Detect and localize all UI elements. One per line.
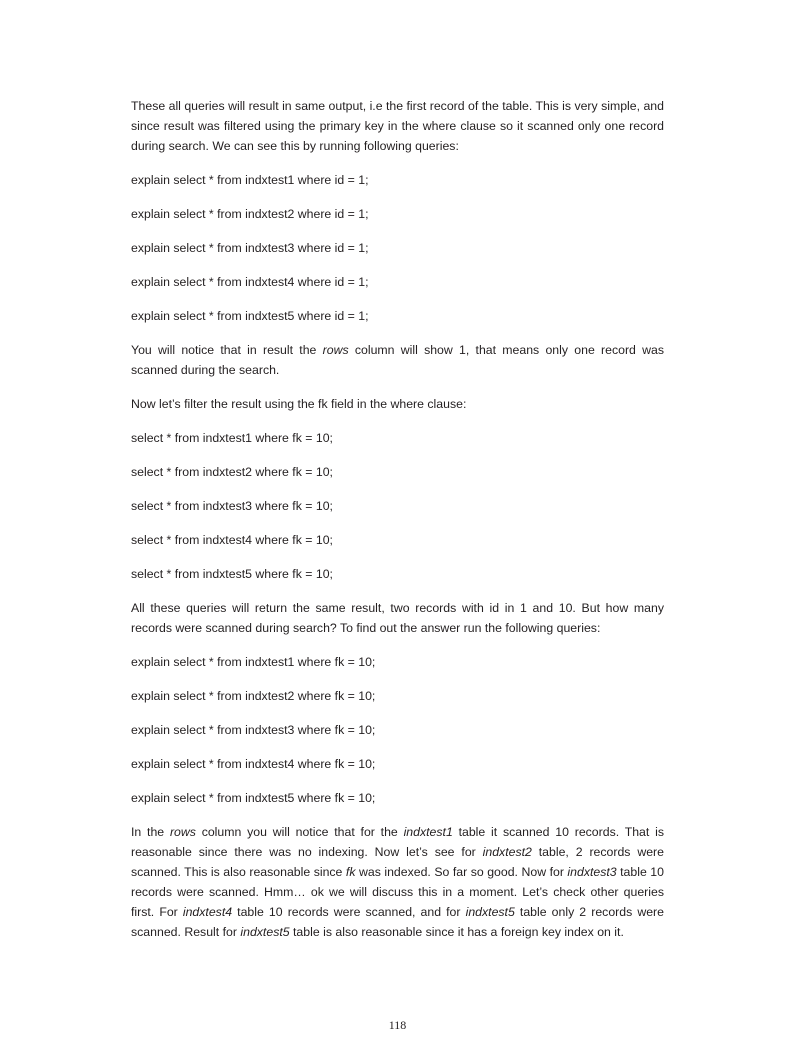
text-run: explain select * from indxtest1 where id = 1; — [131, 173, 369, 187]
text-run: explain select * from indxtest5 where fk = 10; — [131, 791, 376, 805]
emphasis-text: indxtest5 — [240, 925, 290, 939]
text-run: table only 2 records were scanned. Result for — [131, 905, 664, 939]
emphasis-text: rows — [322, 343, 349, 357]
code-line — [131, 496, 664, 516]
paragraph — [131, 96, 664, 156]
text-run: explain select * from indxtest1 where fk = 10; — [131, 655, 376, 669]
text-run: was indexed. So far so good. Now for — [355, 865, 568, 879]
text-run: explain select * from indxtest3 where id = 1; — [131, 241, 369, 255]
emphasis-text: indxtest2 — [482, 845, 532, 859]
page-body — [131, 96, 664, 956]
text-run: table it scanned 10 records. That is reasonable since there was no indexing. Now let’s see for — [131, 825, 664, 859]
text-run: All these queries will return the same result, two records with id in 1 and 10. But how many records were scanned during search? To find out the answer run the following queries: — [131, 601, 664, 635]
code-line — [131, 170, 664, 190]
code-line — [131, 238, 664, 258]
text-run: select * from indxtest1 where fk = 10; — [131, 431, 333, 445]
text-run: explain select * from indxtest2 where fk = 10; — [131, 689, 376, 703]
paragraph — [131, 394, 664, 414]
text-run: Now let’s filter the result using the fk field in the where clause: — [131, 397, 467, 411]
text-run: table is also reasonable since it has a foreign key index on it. — [289, 925, 624, 939]
text-run: explain select * from indxtest2 where id = 1; — [131, 207, 369, 221]
text-run: select * from indxtest5 where fk = 10; — [131, 567, 333, 581]
text-run: These all queries will result in same output, i.e the first record of the table. This is very simple, and since result was filtered using the primary key in the where clause so it scanned only one record during search. We can see this by running following queries: — [131, 99, 664, 153]
text-run: explain select * from indxtest4 where fk = 10; — [131, 757, 376, 771]
text-run: table, 2 records were scanned. This is also reasonable since — [131, 845, 664, 879]
text-run: explain select * from indxtest4 where id = 1; — [131, 275, 369, 289]
code-line — [131, 720, 664, 740]
text-run: explain select * from indxtest3 where fk = 10; — [131, 723, 376, 737]
emphasis-text: indxtest1 — [403, 825, 453, 839]
text-run: select * from indxtest2 where fk = 10; — [131, 465, 333, 479]
code-line — [131, 204, 664, 224]
code-line — [131, 530, 664, 550]
page-number: 118 — [388, 1018, 407, 1032]
emphasis-text: indxtest5 — [465, 905, 515, 919]
code-line — [131, 462, 664, 482]
emphasis-text: rows — [169, 825, 196, 839]
text-run: In the — [131, 825, 170, 839]
text-run: select * from indxtest3 where fk = 10; — [131, 499, 333, 513]
code-line — [131, 652, 664, 672]
emphasis-text: indxtest3 — [567, 865, 617, 879]
emphasis-text: fk — [345, 865, 356, 879]
emphasis-text: indxtest4 — [182, 905, 233, 919]
text-run: column you will notice that for the — [195, 825, 404, 839]
code-line — [131, 564, 664, 584]
text-run: table 10 records were scanned. Hmm… ok we will discuss this in a moment. Let’s check other queries first. For — [131, 865, 664, 919]
code-line — [131, 754, 664, 774]
paragraph — [131, 822, 664, 942]
text-run: table 10 records were scanned, and for — [232, 905, 466, 919]
paragraph — [131, 340, 664, 380]
text-run: column will show 1, that means only one record was scanned during the search. — [131, 343, 664, 377]
code-line — [131, 306, 664, 326]
text-run: select * from indxtest4 where fk = 10; — [131, 533, 333, 547]
code-line — [131, 272, 664, 292]
code-line — [131, 686, 664, 706]
code-line — [131, 788, 664, 808]
text-run: You will notice that in result the — [131, 343, 323, 357]
code-line — [131, 428, 664, 448]
text-run: explain select * from indxtest5 where id = 1; — [131, 309, 369, 323]
paragraph — [131, 598, 664, 638]
